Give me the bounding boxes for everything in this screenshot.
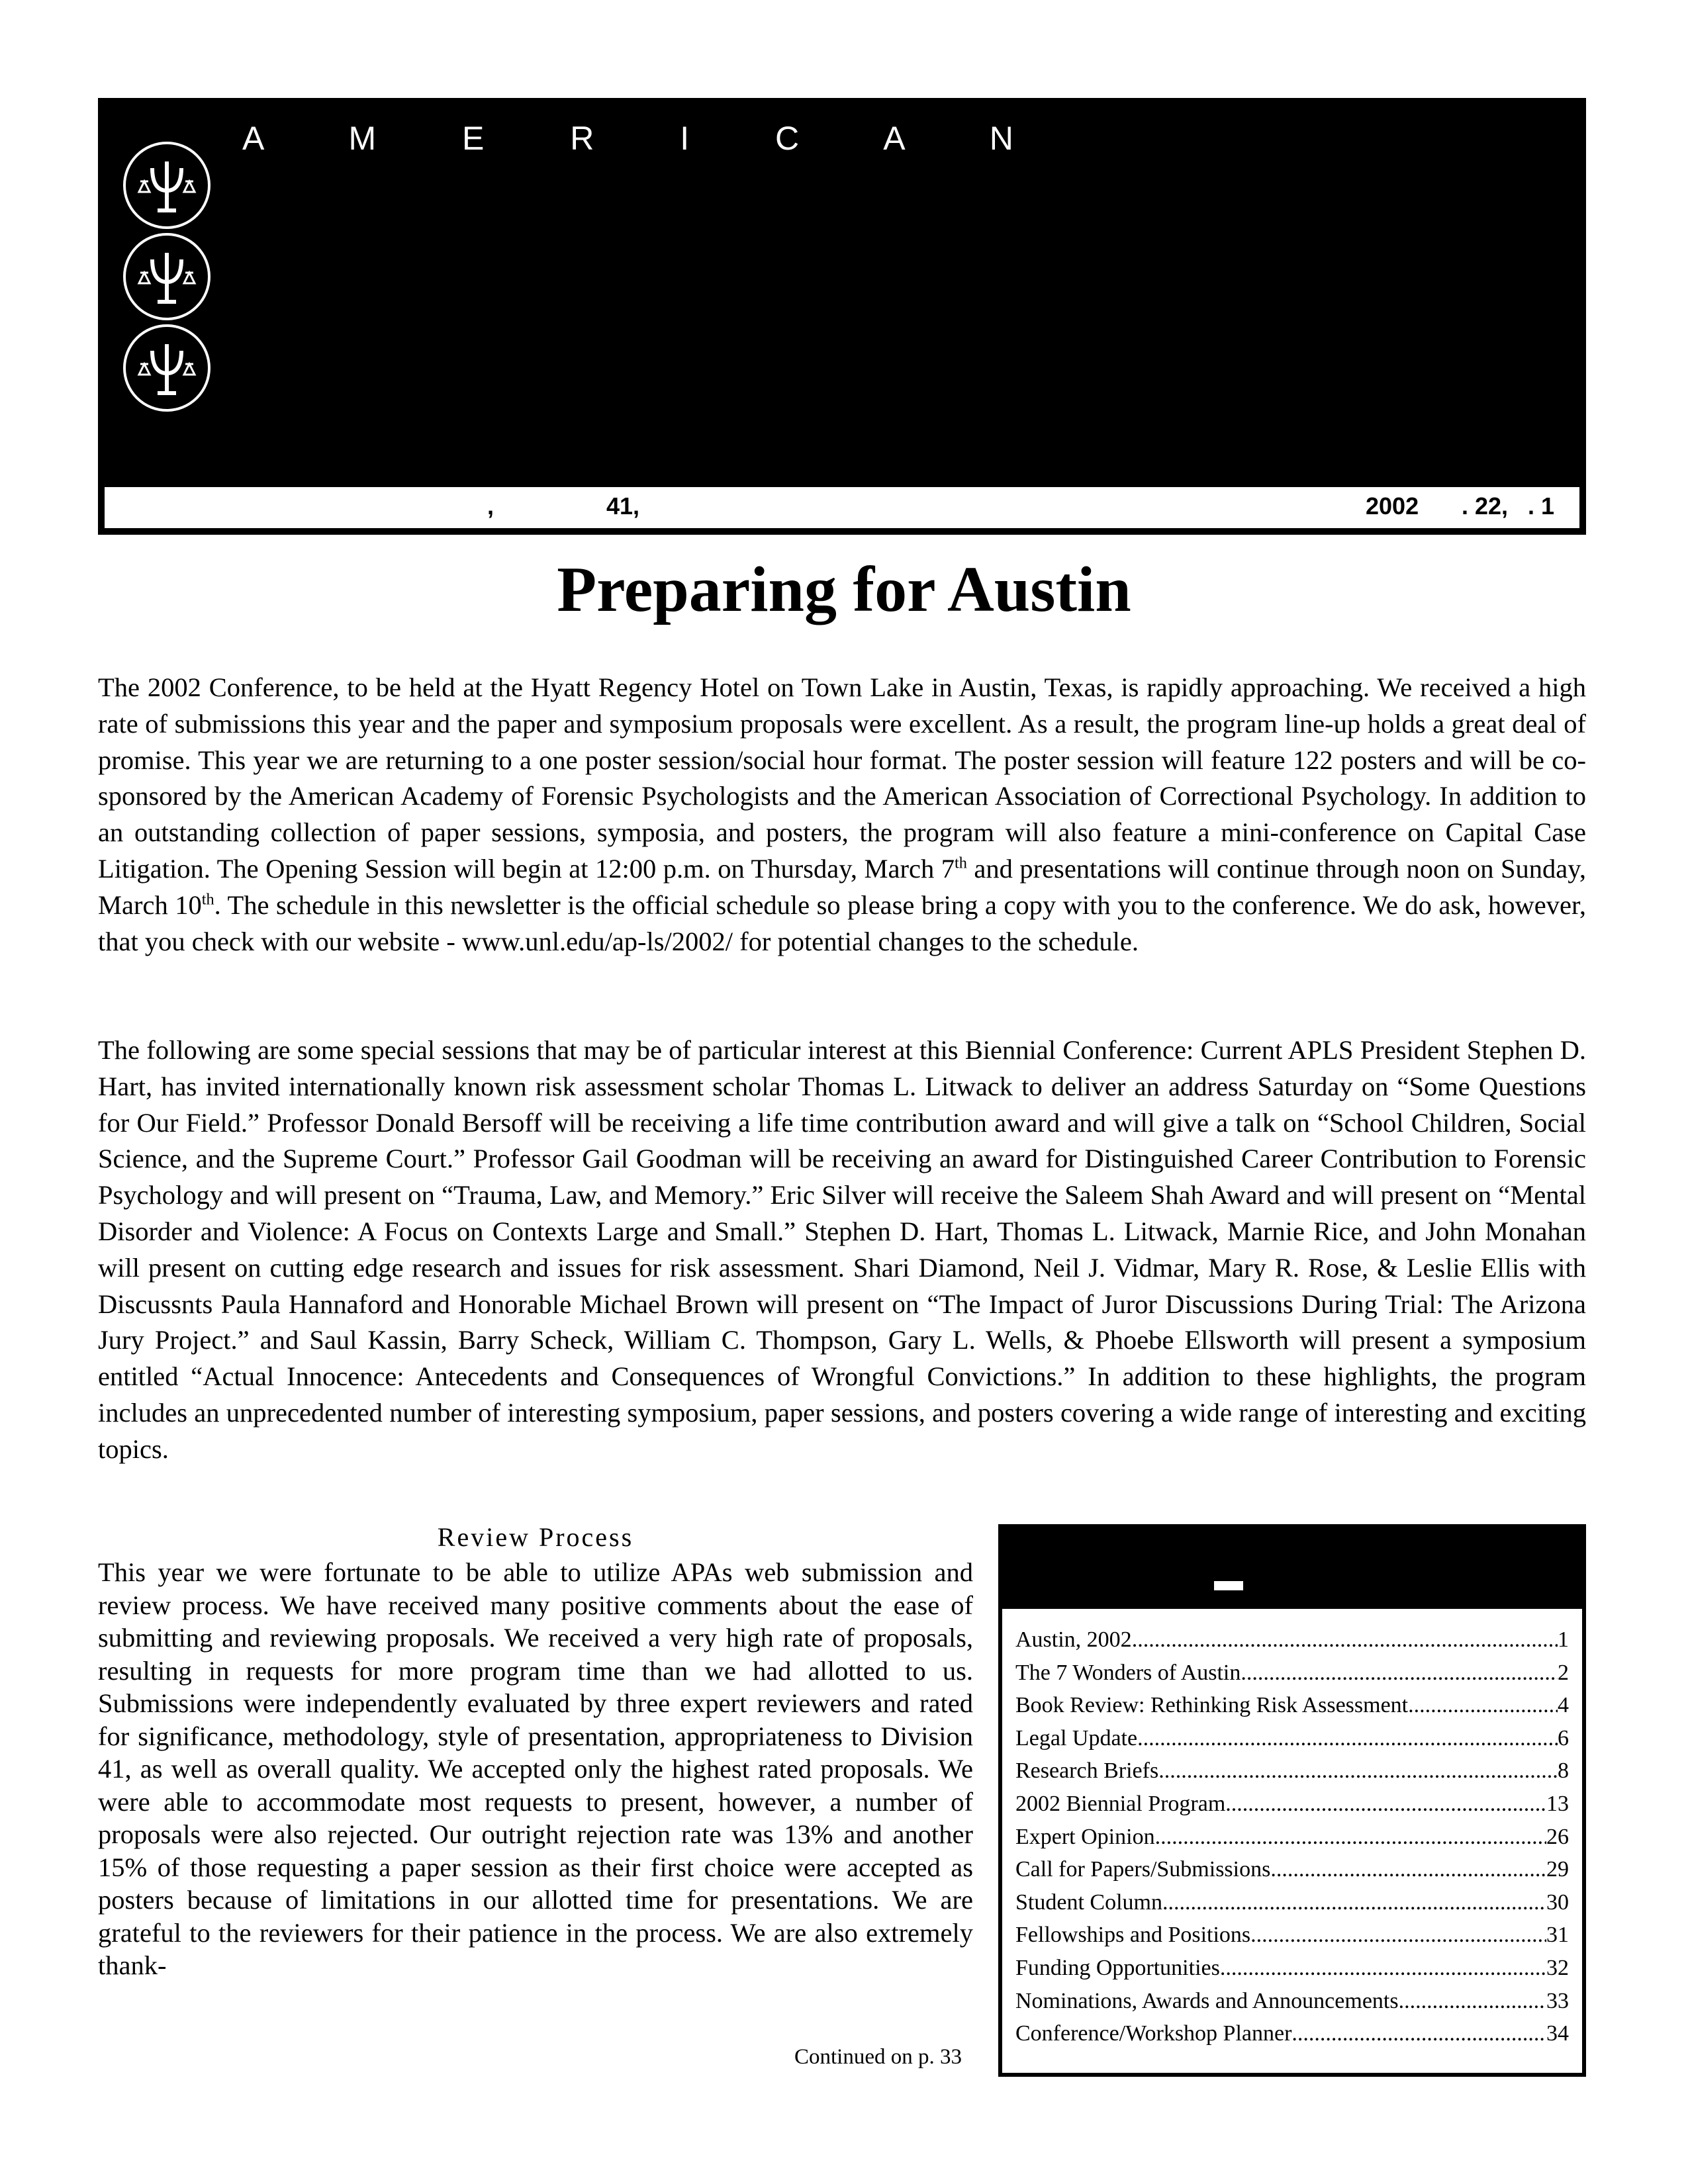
contents-list — [1002, 1609, 1582, 2050]
toc-item[interactable]: Research Briefs ..... 8 — [1015, 1754, 1569, 1788]
toc-item[interactable]: Book Review: Rethinking Risk Assessment ..... 4 — [1015, 1689, 1569, 1722]
issue-left-b: 41, — [606, 492, 640, 520]
toc-item[interactable]: Student Column ..... 30 — [1015, 1886, 1569, 1919]
intro-text-a: The 2002 Conference, to be held at the Hyatt Regency Hotel on Town Lake in Austin, Texas, is rapidly approaching. We received a high rate of submissions this year and the paper and symposium proposals were excellent. As a result, the program line-up holds a great deal of promise. This year we are returning to a one poster session/social hour format. The poster session will feature 122 posters and will be co-sponsored by the American Academy of Forensic Psychologists and the American Association of Correctional Psychology. In addition to an outstanding collection of paper sessions, symposia, and posters, the program will also feature a mini-conference on Capital Case Litigation. The Opening Session will begin at 12:00 p.m. on Thursday, March 7 — [98, 672, 1586, 884]
special-sessions-paragraph: The following are some special sessions that may be of particular interest at this Biennial Conference: Current APLS President Stephen D. Hart, has invited internationally known risk assessment scholar Thomas L. Litwack to deliver an address Saturday on “Some Questions for Our Field.” Professor Donald Bersoff will be receiving a life time contribution award and will give a talk on “School Children, Social Science, and the Supreme Court.” Professor Gail Goodman will be receiving an award for Distinguished Career Contribution to Forensic Psychology and will present on “Trauma, Law, and Memory.” Eric Silver will receive the Saleem Shah Award and will present on “Mental Disorder and Violence: A Focus on Contexts Large and Small.” Stephen D. Hart, Thomas L. Litwack, Marnie Rice, and John Monahan will present on cutting edge research and issues for risk assessment. Shari Diamond, Neil J. Vidmar, Mary R. Rose, & Leslie Ellis with Discussnts Paula Hannaford and Honorable Michael Brown will present on “The Impact of Juror Discussions During Trial: The Arizona Jury Project.” and Saul Kassin, Barry Scheck, William C. Thompson, Gary L. Wells, & Phoebe Ellsworth will present a symposium entitled “Actual Innocence: Antecedents and Consequences of Wrongful Convictions.” In addition to these highlights, the program includes an unprecedented number of interesting symposium, paper sessions, and posters covering a wide range of interesting and exciting topics. — [98, 1035, 1586, 1464]
toc-item[interactable]: Legal Update ..... 6 — [1015, 1722, 1569, 1755]
toc-item[interactable]: Call for Papers/Submissions ..... 29 — [1015, 1853, 1569, 1886]
toc-item[interactable]: The 7 Wonders of Austin ..... 2 — [1015, 1657, 1569, 1690]
toc-item[interactable]: 2002 Biennial Program ..... 13 — [1015, 1788, 1569, 1821]
psi-scales-logo-icon — [123, 142, 211, 229]
psi-scales-logo-icon — [123, 233, 211, 320]
masthead-word: A M E R I C A N — [242, 120, 1052, 157]
masthead — [98, 98, 1586, 535]
contents-box — [998, 1524, 1586, 2077]
issue-bar — [105, 487, 1579, 528]
toc-item[interactable]: Funding Opportunities ..... 32 — [1015, 1952, 1569, 1985]
toc-item[interactable]: Fellowships and Positions ..... 31 — [1015, 1919, 1569, 1952]
issue-volume: . 22, — [1462, 492, 1509, 520]
review-process-section — [98, 1520, 973, 1982]
issue-year: 2002 — [1366, 492, 1419, 520]
toc-item[interactable]: Conference/Workshop Planner ..... 34 — [1015, 2017, 1569, 2050]
toc-item[interactable]: Expert Opinion ..... 26 — [1015, 1821, 1569, 1854]
psi-scales-logo-icon — [123, 324, 211, 412]
toc-item[interactable]: Austin, 2002 ..... 1 — [1015, 1623, 1569, 1657]
intro-text-b: and presentations will continue through noon on Sunday, March 10 — [98, 853, 1586, 920]
issue-left-a: , — [487, 492, 494, 520]
review-process-heading: Review Process — [437, 1522, 634, 1552]
intro-paragraph — [98, 670, 1586, 960]
ordinal-suffix: th — [201, 890, 214, 909]
continued-note: Continued on p. 33 — [794, 2045, 962, 2069]
toc-item[interactable]: Nominations, Awards and Announcements ..... 33 — [1015, 1985, 1569, 2018]
intro-text-c: . The schedule in this newsletter is the official schedule so please bring a copy with you to the conference. We do ask, however, that you check with our website - www.unl.edu/ap-ls/2002/ for potential changes to the schedule. — [98, 889, 1586, 956]
header-mark — [1214, 1581, 1243, 1590]
logo-stack — [123, 138, 216, 412]
review-process-text: This year we were fortunate to be able to utilize APAs web submission and review process. We have received many positive comments about the ease of submitting and reviewing proposals. We received a very high rate of proposals, resulting in requests for more program time than we had allotted to us. Submissions were independently evaluated by three expert reviewers and rated for significance, methodology, style of presentation, appropriateness to Division 41, as well as overall quality. We accepted only the highest rated proposals. We were able to accommodate most requests to present, however, a number of proposals were also rejected. Our outright rejection rate was 13% and another 15% of those requesting a paper session as their first choice were accepted as posters because of limitations in our allotted time for presentations. We are grateful to the reviewers for their patience in the process. We are also extremely thank- — [98, 1557, 973, 1980]
article-title: Preparing for Austin — [557, 554, 1131, 625]
contents-header — [1002, 1528, 1582, 1609]
ordinal-suffix: th — [954, 854, 967, 872]
issue-number: . 1 — [1528, 492, 1555, 520]
